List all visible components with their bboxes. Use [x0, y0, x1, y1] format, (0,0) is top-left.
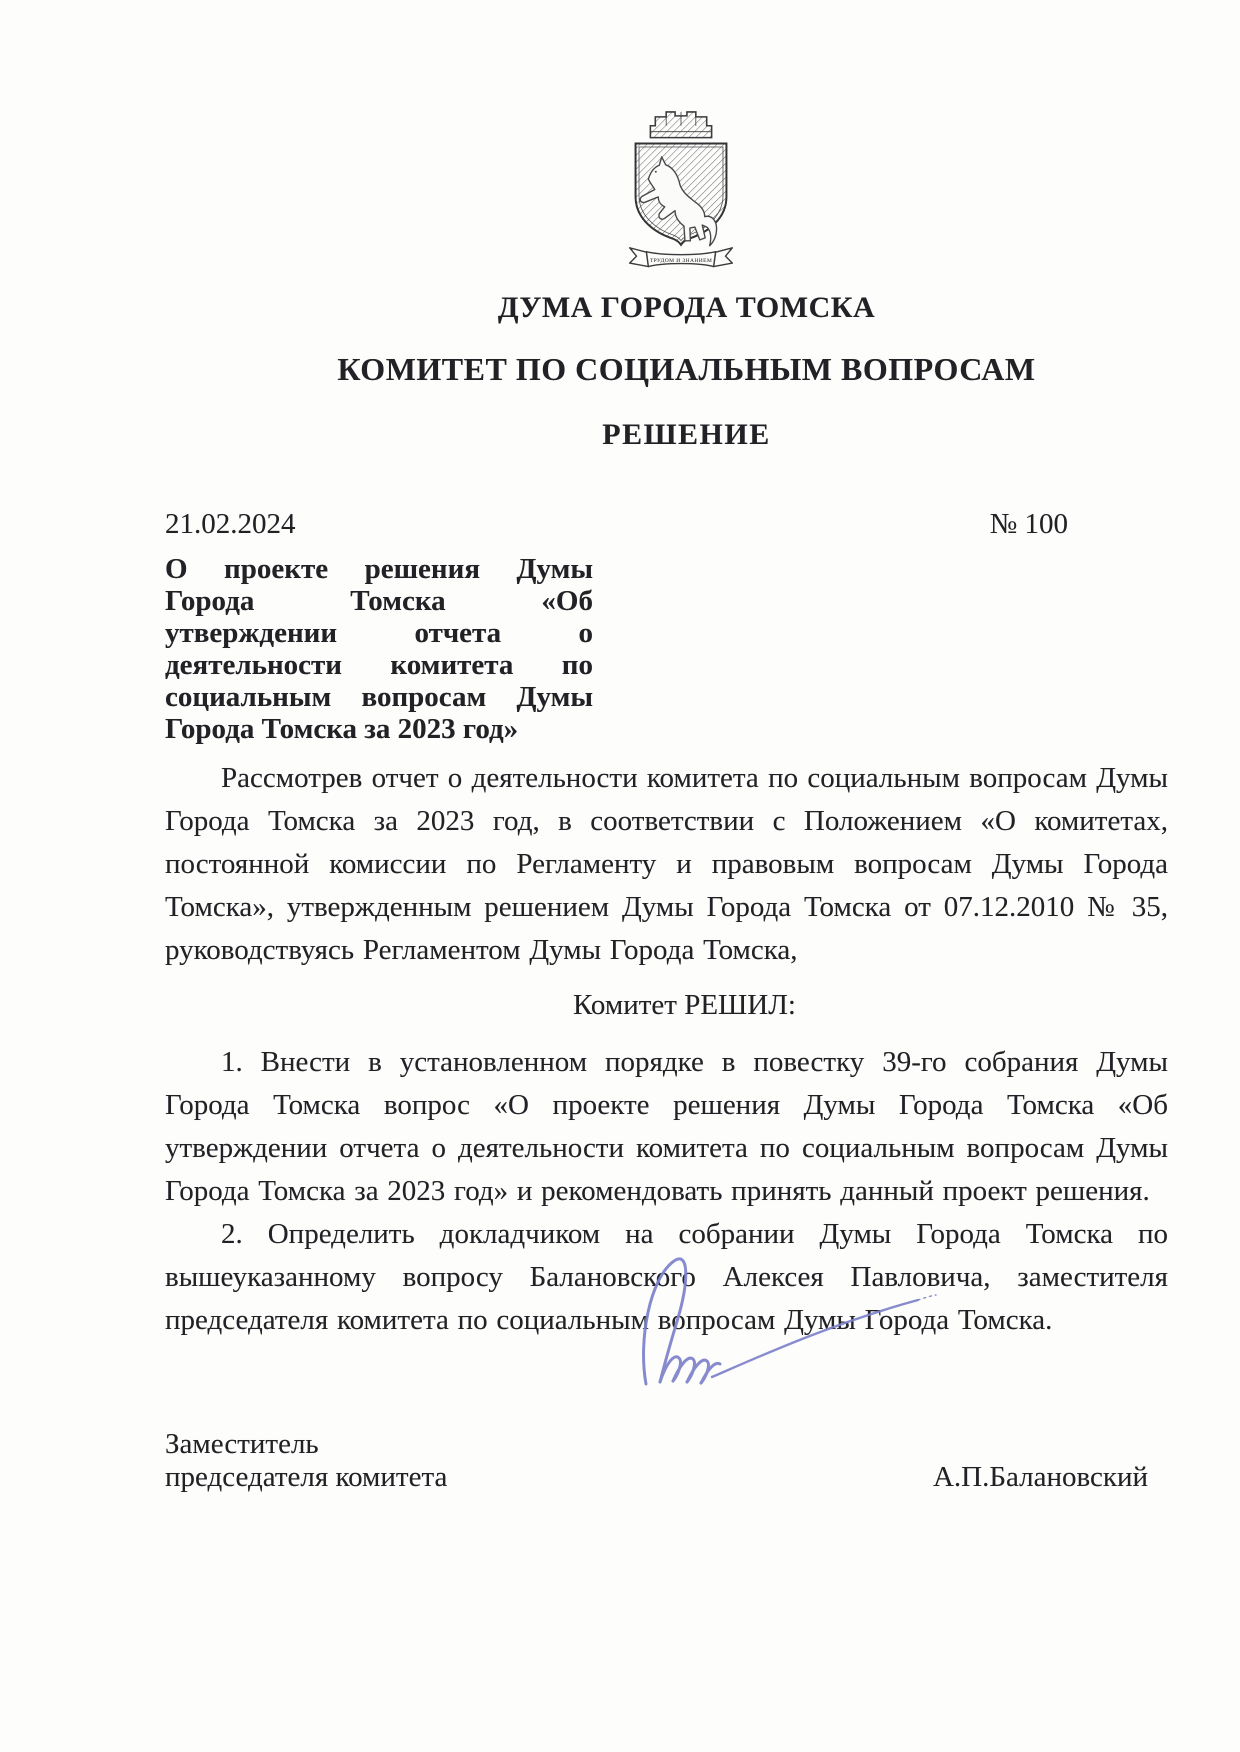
doc-type-title: РЕШЕНИЕ [602, 418, 771, 451]
committee-title: КОМИТЕТ ПО СОЦИАЛЬНЫМ ВОПРОСАМ [337, 351, 1036, 387]
resolved-heading: Комитет РЕШИЛ: [573, 989, 796, 1021]
motto-ribbon-icon [629, 248, 732, 267]
signer-position [165, 1428, 447, 1494]
preamble-paragraph: Рассмотрев отчет о деятельности комитета по социальным вопросам Думы Города Томска за 2023 год, в соответствии с Положением «О комитетах, постоянной комиссии по Регламенту и правовым вопросам Думы Города Томска», утвержденным решением Думы Города Томска от 07.12.2010 № 35, руководствуясь Регламентом Думы Города Томска, [165, 762, 1168, 966]
doc-date: 21.02.2024 [165, 508, 296, 540]
resolution-item-2: 2. Определить докладчиком на собрании Думы Города Томска по вышеуказанному вопросу Балановского Алексея Павловича, заместителя председателя комитета по социальным вопросам Думы Города Томска. [165, 1218, 1168, 1336]
signer-name: А.П.Балановский [932, 1461, 1148, 1493]
shield-icon [635, 144, 726, 246]
org-title: ДУМА ГОРОДА ТОМСКА [497, 291, 876, 324]
tomsk-emblem-icon [586, 106, 776, 270]
doc-number: № 100 [989, 508, 1068, 540]
motto-text: ТРУДОМ И ЗНАНИЕМ [649, 257, 712, 264]
mural-crown-icon [650, 112, 711, 138]
signature-block [165, 1428, 1168, 1494]
doc-subject: О проекте решения Думы Города Томска «Об утверждении отчета о деятельности комитета по социальным вопросам Думы Города Томска за 2023 год» [165, 553, 593, 745]
signer-position-line2: председателя комитета [165, 1461, 448, 1493]
coat-of-arms [179, 106, 1182, 275]
meta-row [165, 508, 1168, 541]
signer-position-line1: Заместитель [165, 1428, 319, 1460]
resolution-item-1: 1. Внести в установленном порядке в повестку 39-го собрания Думы Города Томска вопрос «О проекте решения Думы Города Томска «Об утверждении отчета о деятельности комитета по социальным вопросам Думы Города Томска за 2023 год» и рекомендовать принять данный проект решения. [165, 1046, 1168, 1207]
